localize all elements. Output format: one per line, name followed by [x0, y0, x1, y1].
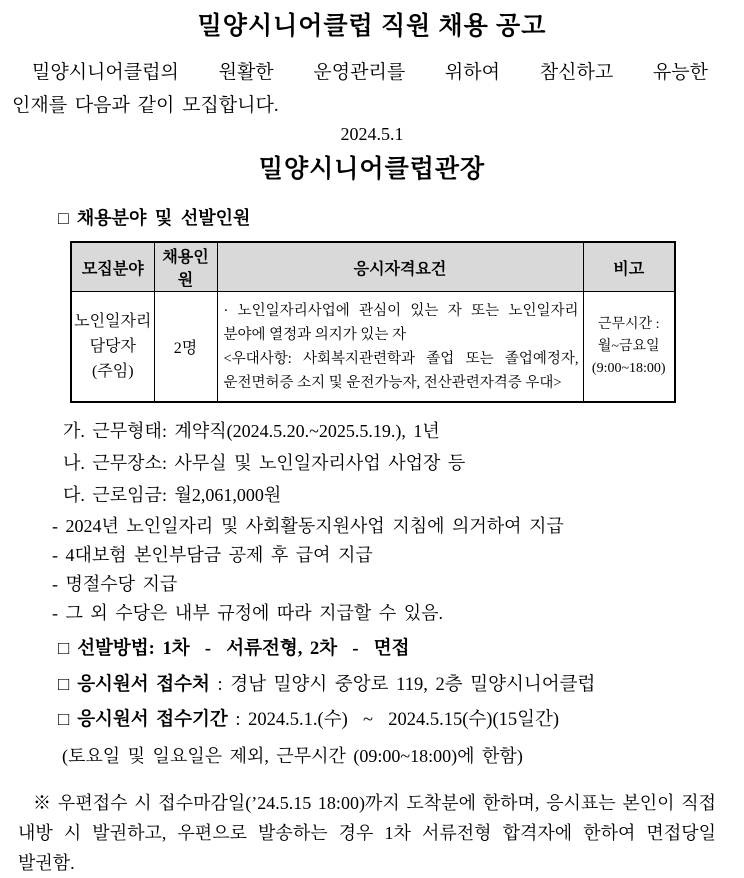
- square-bullet-icon: □: [58, 710, 70, 730]
- list-item-worktype: 가. 근무형태: 계약직(2024.5.20.~2025.5.19.), 1년: [63, 421, 440, 441]
- list-subitem: - 2024년 노인일자리 및 사회활동지원사업 지침에 의거하여 지급: [52, 516, 564, 536]
- worktime-cell: [583, 292, 675, 403]
- postal-note-line: ※ 우편접수 시 접수마감일(’24.5.15 18:00)까지 도착분에 한하며, 응시표는 본인이 직접: [33, 793, 716, 813]
- square-bullet-icon: □: [58, 639, 70, 659]
- square-bullet-icon: □: [58, 208, 69, 228]
- list-subitem: - 명절수당 지급: [52, 574, 178, 594]
- period-note: (토요일 및 일요일은 제외, 근무시간 (09:00~18:00)에 한함): [62, 746, 523, 766]
- method-heading: [58, 639, 744, 659]
- notice-date: 2024.5.1: [340, 124, 404, 144]
- qualification-line: · 노인일자리사업에 관심이 있는 자 또는 노인일자리: [223, 302, 579, 319]
- submit-period-value: : 2024.5.1.(수) ~ 2024.5.15(수)(15일간): [227, 710, 560, 730]
- col-header-qualifications: 응시자격요건: [217, 242, 583, 292]
- submit-place-value: : 경남 밀양시 중앙로 119, 2층 밀양시니어클럽: [209, 675, 596, 695]
- postal-note-line: 발권함.: [18, 853, 75, 873]
- recruit-table: [70, 241, 676, 403]
- submit-place-heading: [58, 675, 744, 695]
- qualification-line: 운전면허증 소지 및 운전가능자, 전산관련자격증 우대>: [223, 374, 562, 391]
- recruit-section-heading: [58, 204, 744, 230]
- postal-note-line: 내방 시 발권하고, 우편으로 발송하는 경우 1차 서류전형 합격자에 한하여 면접당일: [18, 823, 716, 843]
- list-item-workplace: 나. 근무장소: 사무실 및 노인일자리사업 사업장 등: [63, 453, 466, 473]
- table-row: [71, 292, 675, 403]
- col-header-field: 모집분야: [71, 242, 154, 292]
- worktime-line: 근무시간 :: [598, 316, 660, 332]
- submit-period-label: 응시원서 접수기간: [77, 710, 228, 730]
- square-bullet-icon: □: [58, 675, 70, 695]
- submit-place-label: 응시원서 접수처: [77, 675, 210, 695]
- col-header-remarks: 비고: [583, 242, 675, 292]
- recruit-section-label: 채용분야 및 선발인원: [76, 208, 251, 228]
- worktime-line: 월~금요일: [597, 338, 660, 354]
- intro-paragraph: [0, 56, 744, 122]
- qualification-line: 분야에 열정과 의지가 있는 자: [223, 326, 407, 343]
- field-line: 노인일자리: [74, 313, 152, 330]
- table-header-row: [71, 242, 675, 292]
- issuer-title: 밀양시니어클럽관장: [258, 156, 486, 183]
- qualification-line: <우대사항: 사회복지관련학과 졸업 또는 졸업예정자,: [223, 350, 579, 367]
- col-header-count: 채용인원: [154, 242, 217, 292]
- list-subitem: - 4대보험 본인부담금 공제 후 급여 지급: [52, 545, 373, 565]
- intro-line-1: 밀양시니어클럽의 원활한 운영관리를 위하여 참신하고 유능한: [32, 62, 708, 83]
- submit-period-heading: [58, 710, 744, 730]
- intro-line-2: 인재를 다음과 같이 모집합니다.: [12, 95, 279, 116]
- list-subitem: - 그 외 수당은 내부 규정에 따라 지급할 수 있음.: [52, 603, 443, 623]
- field-cell: [71, 292, 154, 403]
- count-cell: 2명: [154, 292, 217, 403]
- worktime-line: (9:00~18:00): [591, 360, 666, 376]
- list-item-wage: 다. 근로임금: 월2,061,000원: [63, 485, 282, 505]
- field-line: 담당자: [89, 338, 136, 355]
- method-text: 선발방법: 1차 - 서류전형, 2차 - 면접: [77, 639, 410, 659]
- postal-note: [0, 788, 744, 878]
- page-title: 밀양시니어클럽 직원 채용 공고: [197, 13, 547, 40]
- field-line: (주임): [91, 363, 134, 380]
- qualifications-cell: [217, 292, 583, 403]
- employment-details-list: [0, 416, 744, 628]
